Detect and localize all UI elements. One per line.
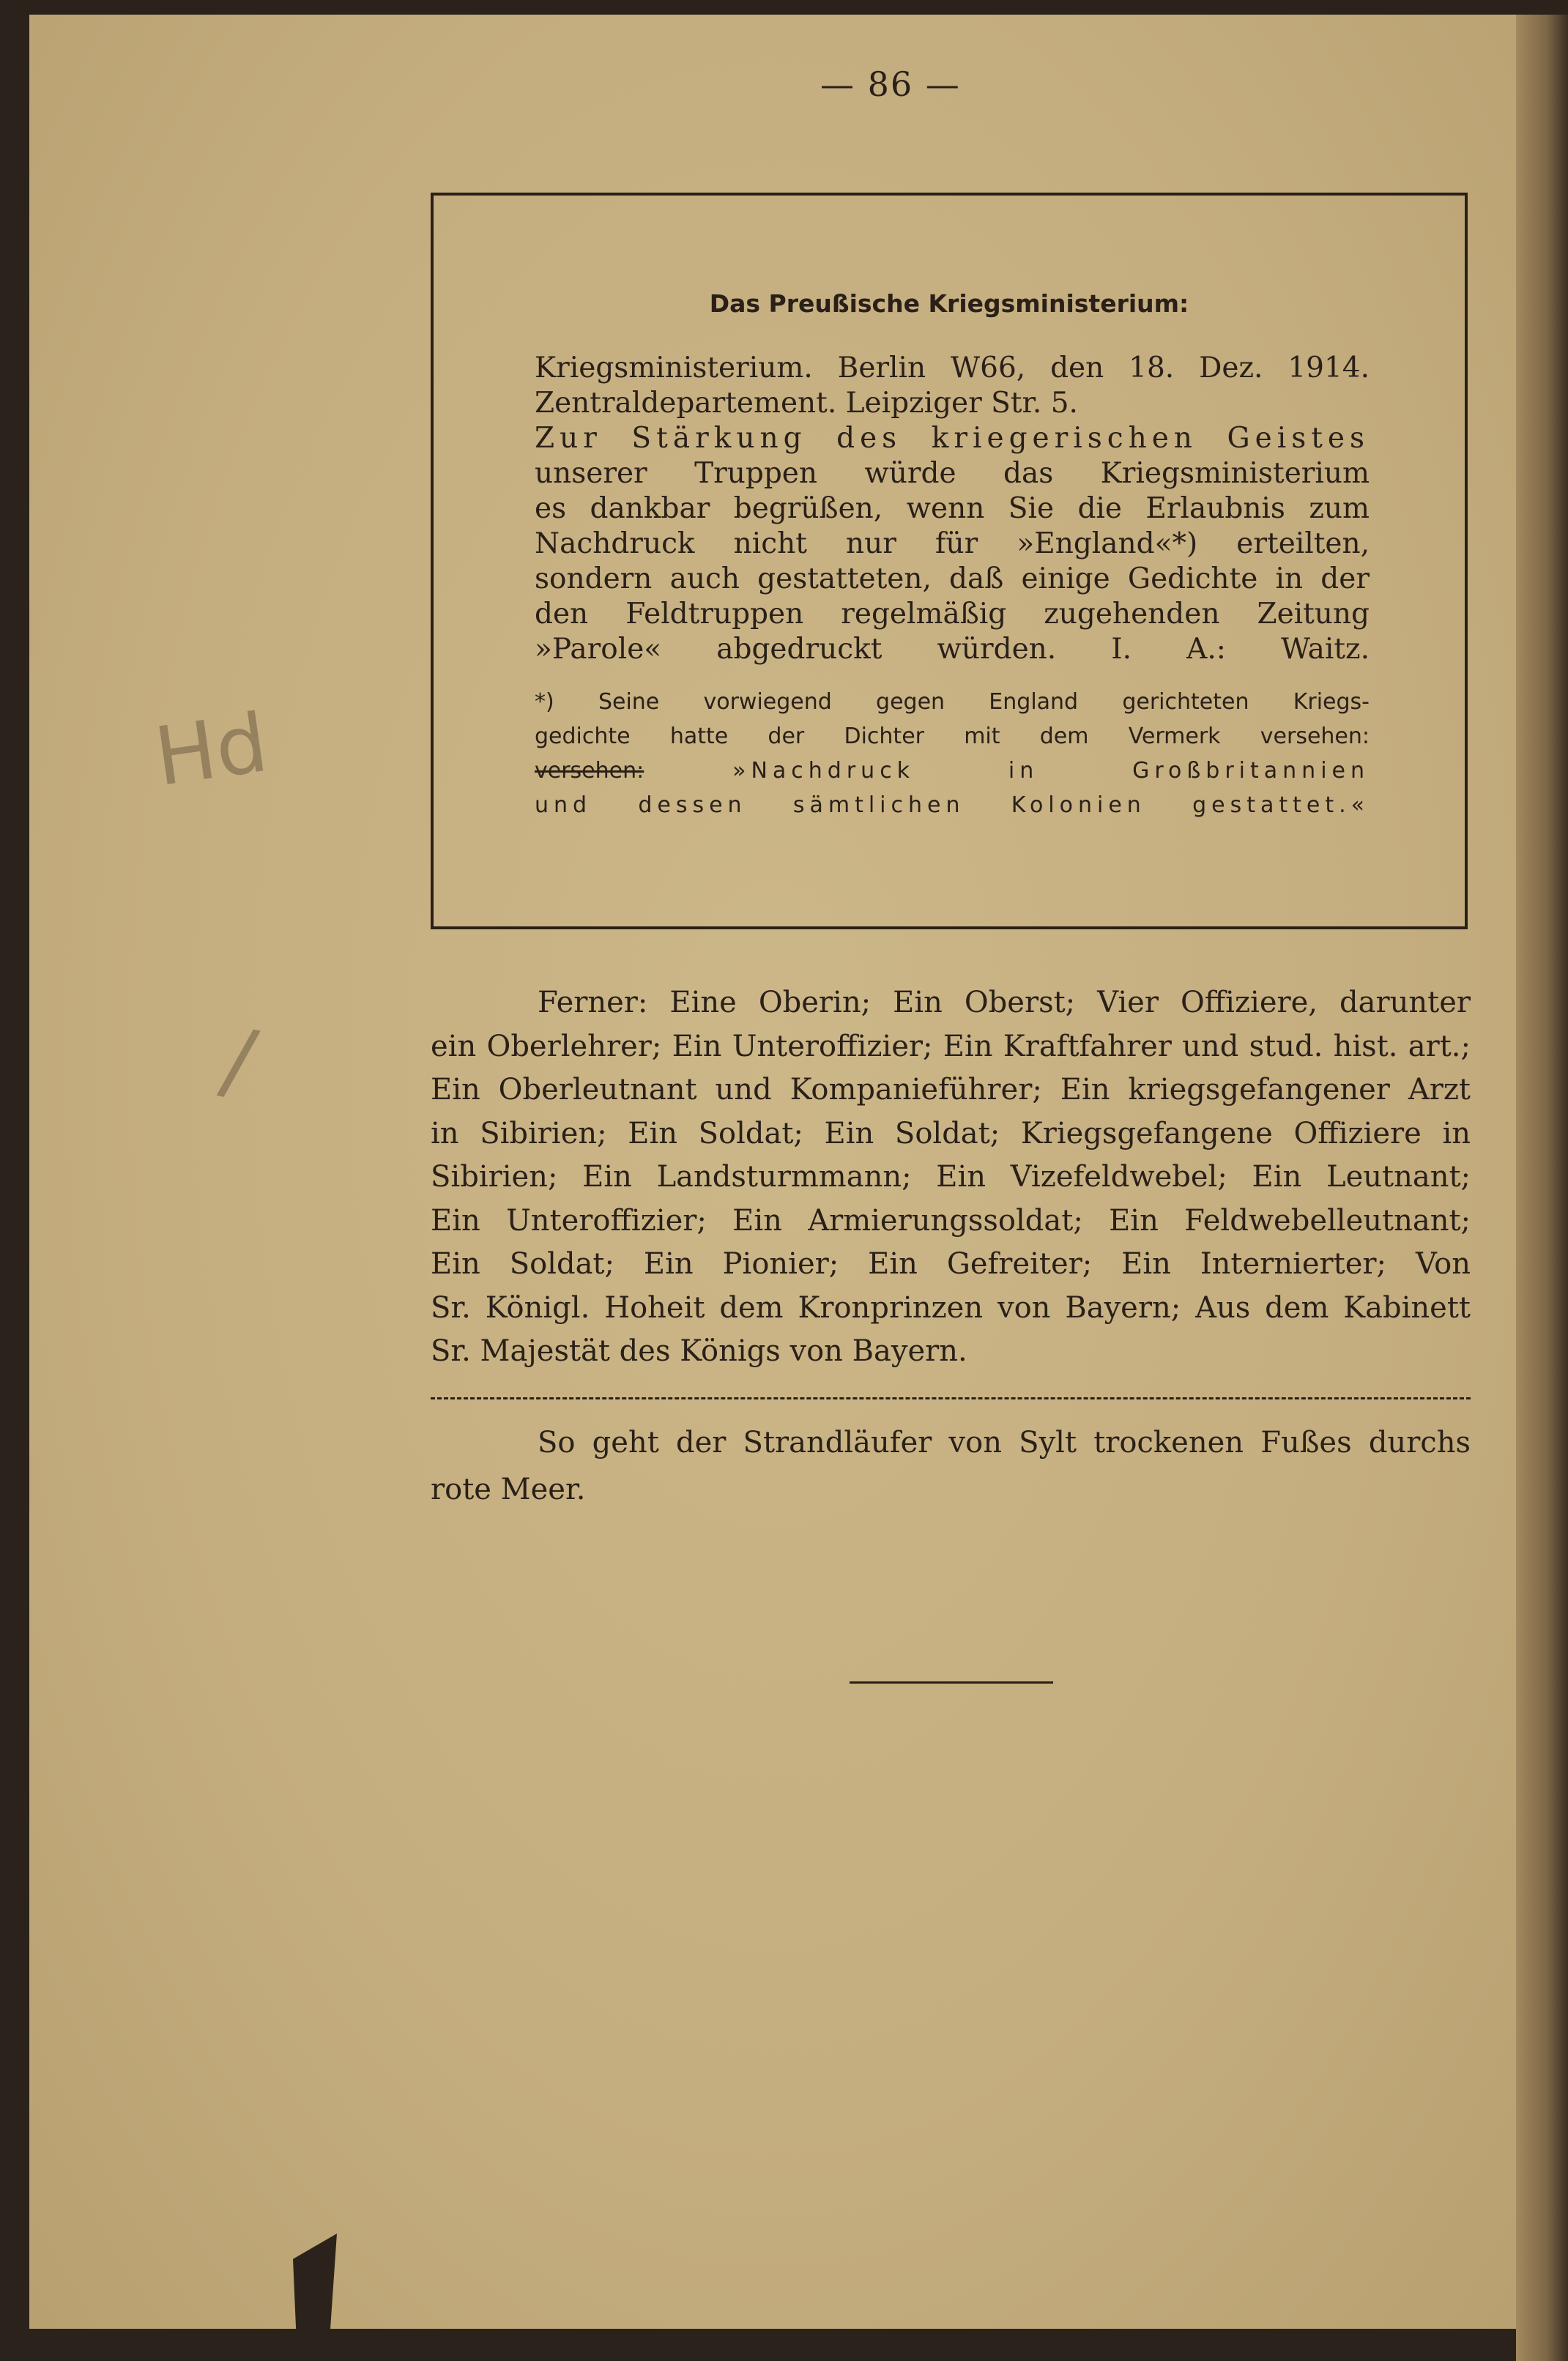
notice-line: unserer Truppen würde das Kriegsministerium bbox=[535, 457, 1370, 490]
closing-line: rote Meer. bbox=[431, 1473, 586, 1506]
notice-heading: Das Preußische Kriegsministerium: bbox=[709, 289, 1189, 318]
footnote-line: *) Seine vorwiegend gegen England gerichteten Kriegs- bbox=[535, 689, 1370, 715]
main-line: Sr. Königl. Hoheit dem Kronprinzen von Bayern; Aus dem Kabinett bbox=[431, 1290, 1471, 1325]
main-line: Ein Oberleutnant und Kompanieführer; Ein kriegsgefangener Arzt bbox=[431, 1073, 1471, 1107]
notice-body bbox=[535, 351, 1370, 667]
footnote bbox=[535, 685, 1370, 822]
dashed-divider bbox=[431, 1397, 1471, 1399]
notice-line: den Feldtruppen regelmäßig zugehenden Zeitung bbox=[535, 598, 1370, 631]
main-line: Ein Soldat; Ein Pionier; Ein Gefreiter; Ein Internierter; Von bbox=[431, 1247, 1471, 1281]
footnote-line: gedichte hatte der Dichter mit dem Vermerk versehen: bbox=[535, 724, 1370, 749]
notice-line: Zur Stärkung des kriegerischen Geistes bbox=[535, 422, 1370, 455]
notice-box bbox=[431, 193, 1468, 929]
main-paragraph bbox=[431, 981, 1471, 1374]
notice-line: Zentraldepartement. Leipziger Str. 5. bbox=[535, 387, 1078, 420]
footnote-line bbox=[535, 754, 1370, 788]
notice-line: Kriegsministerium. Berlin W66, den 18. Dez. 1914. bbox=[535, 352, 1370, 384]
notice-line: es dankbar begrüßen, wenn Sie die Erlaubnis zum bbox=[535, 492, 1370, 525]
footnote-quote: »Nachdruck in Großbritannien bbox=[732, 758, 1370, 784]
binding-edge bbox=[1516, 15, 1568, 2361]
page-number: — 86 — bbox=[820, 64, 961, 104]
book-page bbox=[29, 15, 1516, 2329]
closing-paragraph bbox=[431, 1419, 1471, 1513]
struck-word: versehen: bbox=[535, 758, 644, 784]
main-line: Ein Unteroffizier; Ein Armierungssoldat; Ein Feldwebelleutnant; bbox=[431, 1203, 1471, 1238]
notice-line: »Parole« abgedruckt würden. I. A.: Waitz. bbox=[535, 633, 1370, 666]
main-line: Sr. Majestät des Königs von Bayern. bbox=[431, 1334, 967, 1368]
notice-line: Nachdruck nicht nur für »England«*) erteilten, bbox=[535, 527, 1370, 560]
pencil-annotation: / bbox=[213, 1008, 264, 1115]
closing-line: So geht der Strandläufer von Sylt trockenen Fußes durchs bbox=[538, 1426, 1471, 1460]
footnote-line: und dessen sämtlichen Kolonien gestattet.« bbox=[535, 792, 1370, 818]
main-line: ein Oberlehrer; Ein Unteroffizier; Ein Kraftfahrer und stud. hist. art.; bbox=[431, 1029, 1471, 1063]
main-line: Ferner: Eine Oberin; Ein Oberst; Vier Offiziere, darunter bbox=[538, 986, 1471, 1019]
end-rule bbox=[850, 1681, 1053, 1684]
pencil-annotation: Hd bbox=[149, 696, 273, 804]
main-line: Sibirien; Ein Landsturmmann; Ein Vizefeldwebel; Ein Leutnant; bbox=[431, 1160, 1471, 1194]
notice-line: sondern auch gestatteten, daß einige Gedichte in der bbox=[535, 562, 1370, 595]
main-line: in Sibirien; Ein Soldat; Ein Soldat; Kriegsgefangene Offiziere in bbox=[431, 1116, 1471, 1150]
